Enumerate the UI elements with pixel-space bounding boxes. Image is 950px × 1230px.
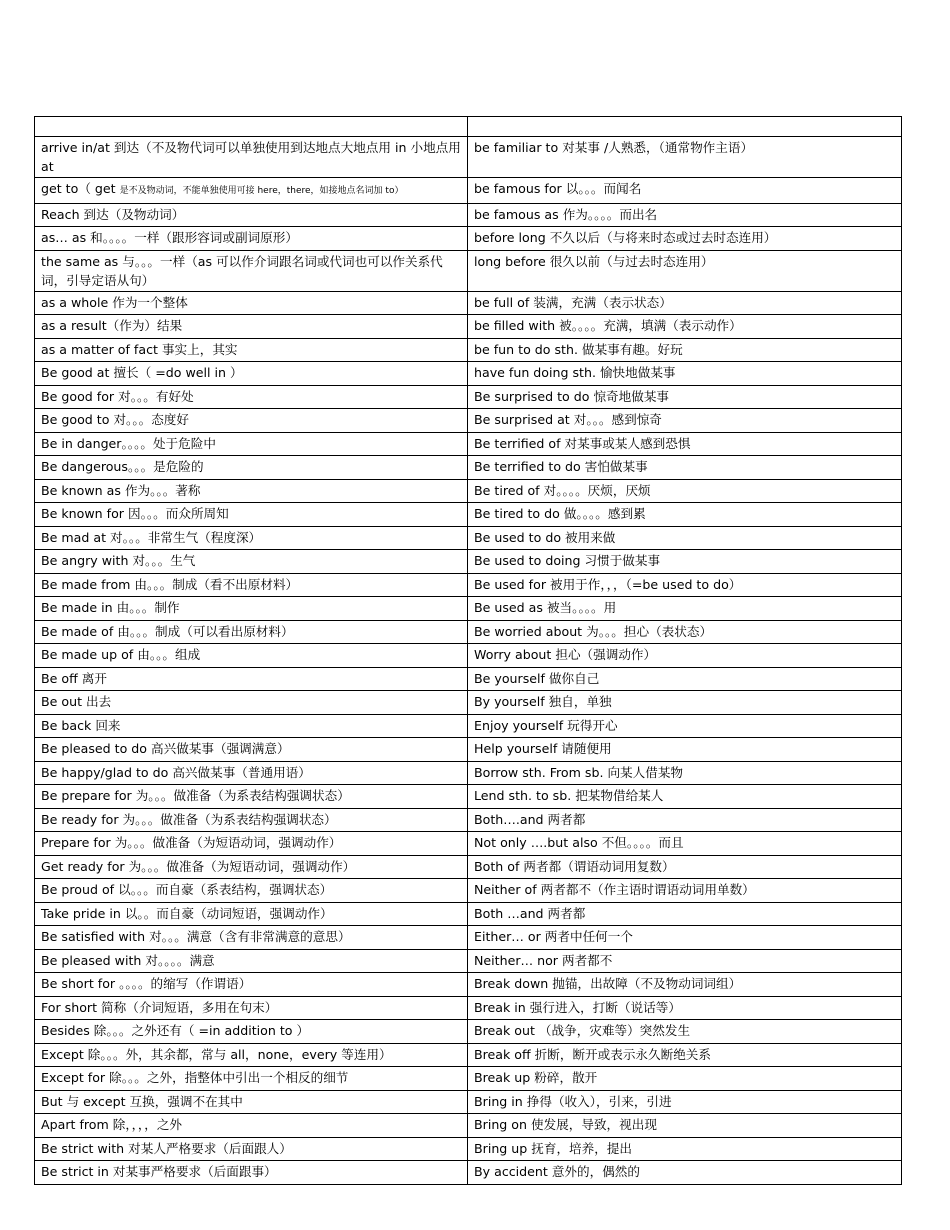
vocabulary-table	[34, 116, 902, 1185]
phrase-cell-left: Be strict in 对某事严格要求（后面跟事）	[35, 1161, 468, 1185]
phrase-cell-right: Be worried about 为。。。担心（表状态）	[468, 620, 902, 644]
table-row	[35, 338, 902, 362]
table-row	[35, 785, 902, 809]
table-row	[35, 691, 902, 715]
phrase-cell-right: Neither… nor 两者都不	[468, 949, 902, 973]
phrase-cell-right: Be terrified of 对某事或某人感到恐惧	[468, 432, 902, 456]
table-row	[35, 949, 902, 973]
phrase-cell-right: Both of 两者都（谓语动词用复数）	[468, 855, 902, 879]
table-row	[35, 227, 902, 251]
phrase-cell-right: By yourself 独自，单独	[468, 691, 902, 715]
phrase-cell-left: Except 除。。。外，其余都，常与 all，none，every 等连用）	[35, 1043, 468, 1067]
phrase-cell-right: Bring in 挣得（收入），引来，引进	[468, 1090, 902, 1114]
phrase-cell-right: Either… or 两者中任何一个	[468, 926, 902, 950]
header-cell-right	[468, 117, 902, 137]
phrase-cell-right: Enjoy yourself 玩得开心	[468, 714, 902, 738]
phrase-cell-left: as a result（作为）结果	[35, 315, 468, 339]
table-row	[35, 250, 902, 291]
phrase-cell-left: Be out 出去	[35, 691, 468, 715]
phrase-cell-left: Be made of 由。。。制成（可以看出原材料）	[35, 620, 468, 644]
phrase-cell-left: Be made in 由。。。制作	[35, 597, 468, 621]
phrase-cell-right: be fun to do sth. 做某事有趣。好玩	[468, 338, 902, 362]
phrase-cell-left: Be satisfied with 对。。。满意（含有非常满意的意思）	[35, 926, 468, 950]
phrase-cell-left: Be proud of 以。。。而自豪（系表结构，强调状态）	[35, 879, 468, 903]
phrase-cell-left: Besides 除。。。之外还有（ =in addition to ）	[35, 1020, 468, 1044]
phrase-cell-left: Be pleased with 对。。。。满意	[35, 949, 468, 973]
table-row	[35, 1090, 902, 1114]
phrase-cell-left: Be made from 由。。。制成（看不出原材料）	[35, 573, 468, 597]
table-row	[35, 597, 902, 621]
phrase-cell-left: Be back 回来	[35, 714, 468, 738]
phrase-cell-right: be filled with 被。。。。充满，填满（表示动作）	[468, 315, 902, 339]
phrase-cell-left: Be made up of 由。。。组成	[35, 644, 468, 668]
phrase-cell-right: Neither of 两者都不（作主语时谓语动词用单数）	[468, 879, 902, 903]
phrase-cell-right: have fun doing sth. 愉快地做某事	[468, 362, 902, 386]
phrase-cell-right: By accident 意外的，偶然的	[468, 1161, 902, 1185]
phrase-cell-left: Reach 到达（及物动词）	[35, 203, 468, 227]
phrase-cell-left: Prepare for 为。。。做准备（为短语动词，强调动作）	[35, 832, 468, 856]
phrase-cell-right: Be used to do 被用来做	[468, 526, 902, 550]
table-row	[35, 203, 902, 227]
phrase-cell-right: Be tired to do 做。。。。感到累	[468, 503, 902, 527]
phrase-cell-left: Be mad at 对。。。非常生气（程度深）	[35, 526, 468, 550]
phrase-cell-left	[35, 178, 468, 204]
phrase-cell-left: Apart from 除，，，，之外	[35, 1114, 468, 1138]
phrase-cell-left: Be short for 。。。。的缩写（作谓语）	[35, 973, 468, 997]
phrase-cell-left: Take pride in 以。。而自豪（动词短语，强调动作）	[35, 902, 468, 926]
phrase-cell-right: Be tired of 对。。。。厌烦，厌烦	[468, 479, 902, 503]
table-row	[35, 362, 902, 386]
phrase-cell-right: be famous as 作为。。。。而出名	[468, 203, 902, 227]
phrase-cell-right: Be surprised to do 惊奇地做某事	[468, 385, 902, 409]
phrase-cell-left: Be known as 作为。。。著称	[35, 479, 468, 503]
phrase-cell-left: Be happy/glad to do 高兴做某事（普通用语）	[35, 761, 468, 785]
phrase-cell-right: Be terrified to do 害怕做某事	[468, 456, 902, 480]
table-row	[35, 315, 902, 339]
table-row	[35, 902, 902, 926]
table-row	[35, 137, 902, 178]
table-row	[35, 1161, 902, 1185]
phrase-cell-left: Be good at 擅长（ =do well in ）	[35, 362, 468, 386]
table-row	[35, 1067, 902, 1091]
table-row	[35, 926, 902, 950]
table-row	[35, 620, 902, 644]
table-row	[35, 1020, 902, 1044]
phrase-cell-right: Be used as 被当。。。。用	[468, 597, 902, 621]
table-row	[35, 832, 902, 856]
phrase-cell-left: as a matter of fact 事实上，其实	[35, 338, 468, 362]
phrase-cell-left: Be known for 因。。。而众所周知	[35, 503, 468, 527]
phrase-cell-left: But 与 except 互换，强调不在其中	[35, 1090, 468, 1114]
table-row	[35, 409, 902, 433]
phrase-cell-right: Be surprised at 对。。。感到惊奇	[468, 409, 902, 433]
table-row	[35, 644, 902, 668]
phrase-cell-right: Help yourself 请随便用	[468, 738, 902, 762]
table-row	[35, 973, 902, 997]
table-header-row	[35, 117, 902, 137]
phrase-cell-right: be familiar to 对某事 /人熟悉，（通常物作主语）	[468, 137, 902, 178]
phrase-cell-left: Be off 离开	[35, 667, 468, 691]
phrase-cell-left: as a whole 作为一个整体	[35, 291, 468, 315]
table-row	[35, 479, 902, 503]
phrase-cell-right: Break out （战争，灾难等）突然发生	[468, 1020, 902, 1044]
phrase-cell-left: Be dangerous。。。是危险的	[35, 456, 468, 480]
phrase-cell-left: Get ready for 为。。。做准备（为短语动词，强调动作）	[35, 855, 468, 879]
phrase-cell-left: Be angry with 对。。。生气	[35, 550, 468, 574]
table-row	[35, 738, 902, 762]
table-row	[35, 1137, 902, 1161]
phrase-cell-right: Worry about 担心（强调动作）	[468, 644, 902, 668]
phrase-cell-left: Except for 除。。。之外，指整体中引出一个相反的细节	[35, 1067, 468, 1091]
phrase-cell-right: Be yourself 做你自己	[468, 667, 902, 691]
table-row	[35, 432, 902, 456]
phrase-cell-right: long before 很久以前（与过去时态连用）	[468, 250, 902, 291]
phrase-cell-left: Be pleased to do 高兴做某事（强调满意）	[35, 738, 468, 762]
table-row	[35, 178, 902, 204]
table-row	[35, 1114, 902, 1138]
phrase-main: get to（ get	[41, 181, 120, 196]
phrase-cell-right: Be used to doing 习惯于做某事	[468, 550, 902, 574]
phrase-cell-right: be full of 装满，充满（表示状态）	[468, 291, 902, 315]
table-row	[35, 714, 902, 738]
phrase-cell-right: before long 不久以后（与将来时态或过去时态连用）	[468, 227, 902, 251]
phrase-cell-right: Break in 强行进入，打断（说话等）	[468, 996, 902, 1020]
header-cell-left	[35, 117, 468, 137]
phrase-cell-right: Bring up 抚育，培养，提出	[468, 1137, 902, 1161]
phrase-cell-right: Break off 折断，断开或表示永久断绝关系	[468, 1043, 902, 1067]
table-row	[35, 550, 902, 574]
table-row	[35, 503, 902, 527]
phrase-cell-right: Both….and 两者都	[468, 808, 902, 832]
vocabulary-sheet	[34, 116, 901, 1185]
phrase-cell-right: Be used for 被用于作，，，（=be used to do）	[468, 573, 902, 597]
table-row	[35, 808, 902, 832]
phrase-cell-left: Be good for 对。。。有好处	[35, 385, 468, 409]
table-row	[35, 761, 902, 785]
phrase-cell-left: the same as 与。。。一样（as 可以作介词跟名词或代词也可以作关系代词，引导定语从句）	[35, 250, 468, 291]
phrase-cell-left: Be in danger。。。。处于危险中	[35, 432, 468, 456]
phrase-cell-right: Break up 粉碎，散开	[468, 1067, 902, 1091]
phrase-cell-right: Break down 抛锚，出故障（不及物动词词组）	[468, 973, 902, 997]
table-row	[35, 855, 902, 879]
phrase-cell-right: Both …and 两者都	[468, 902, 902, 926]
table-row	[35, 573, 902, 597]
phrase-cell-right: Borrow sth. From sb. 向某人借某物	[468, 761, 902, 785]
table-row	[35, 456, 902, 480]
table-row	[35, 291, 902, 315]
table-row	[35, 879, 902, 903]
table-row	[35, 667, 902, 691]
phrase-cell-left: For short 简称（介词短语，多用在句末）	[35, 996, 468, 1020]
table-row	[35, 526, 902, 550]
phrase-cell-left: as… as 和。。。。一样（跟形容词或副词原形）	[35, 227, 468, 251]
phrase-cell-right: be famous for 以。。。而闻名	[468, 178, 902, 204]
table-row	[35, 385, 902, 409]
phrase-cell-left: Be prepare for 为。。。做准备（为系表结构强调状态）	[35, 785, 468, 809]
phrase-note: 是不及物动词，不能单独使用可接 here，there，如接地点名词加 to）	[119, 186, 404, 196]
phrase-cell-left: Be strict with 对某人严格要求（后面跟人）	[35, 1137, 468, 1161]
phrase-cell-right: Lend sth. to sb. 把某物借给某人	[468, 785, 902, 809]
phrase-cell-right: Not only ….but also 不但。。。。而且	[468, 832, 902, 856]
phrase-cell-left: arrive in/at 到达（不及物代词可以单独使用到达地点大地点用 in 小地点用 at	[35, 137, 468, 178]
phrase-cell-left: Be ready for 为。。。做准备（为系表结构强调状态）	[35, 808, 468, 832]
table-row	[35, 1043, 902, 1067]
table-row	[35, 996, 902, 1020]
phrase-cell-left: Be good to 对。。。态度好	[35, 409, 468, 433]
phrase-cell-right: Bring on 使发展，导致，视出现	[468, 1114, 902, 1138]
